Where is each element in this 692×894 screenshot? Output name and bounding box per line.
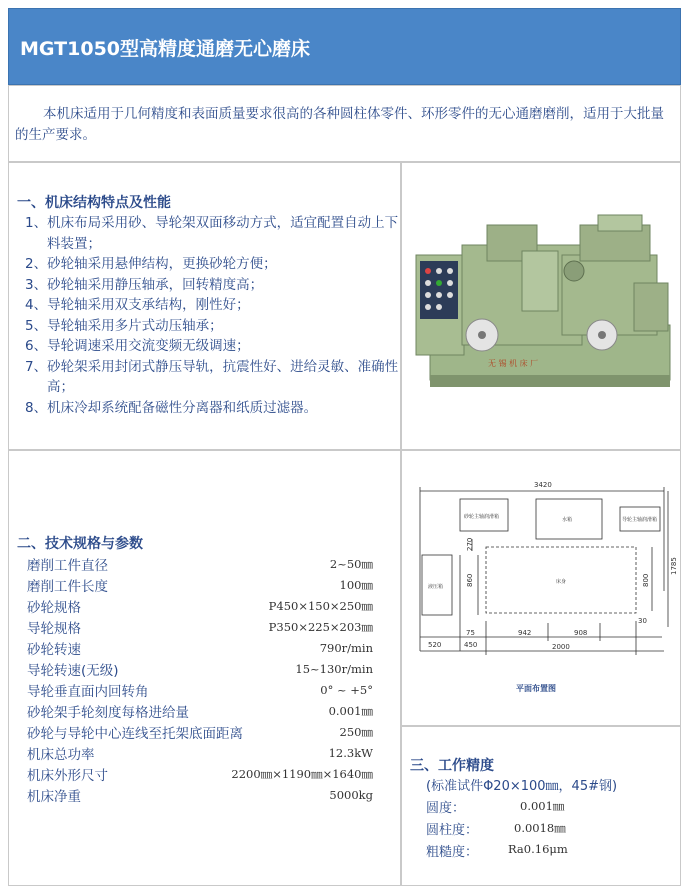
precision-value: 0.001㎜ <box>520 799 565 813</box>
spec-row <box>27 574 373 595</box>
spec-label: 导轮规格 <box>27 620 81 637</box>
specs-title: 二、技术规格与参数 <box>17 536 143 552</box>
feature-item: 1、机床布局采用砂、导轮架双面移动方式，适宜配置自动上下料装置； <box>25 215 399 252</box>
features-list <box>25 213 401 418</box>
grinding-lube-box-label: 砂轮主轴润滑箱 <box>464 514 500 520</box>
precision-label: 圆度： <box>426 801 466 816</box>
precision-row <box>426 819 566 838</box>
dim-left-offset: 520 <box>428 641 442 649</box>
precision-row <box>426 841 568 860</box>
machine-photo <box>402 163 680 449</box>
spec-value: 790r/min <box>319 640 373 655</box>
feature-item: 2、砂轮轴采用悬伸结构，更换砂轮方便； <box>25 256 277 272</box>
spec-value: 15~130r/min <box>295 661 373 676</box>
spec-value: P350×225×203㎜ <box>268 619 373 634</box>
precision-subtitle: (标准试件Φ20×100㎜，45#钢) <box>426 779 618 794</box>
page-header <box>8 8 681 85</box>
spec-label: 导轮垂直面内回转角 <box>27 683 149 700</box>
precision-title: 三、工作精度 <box>410 758 494 774</box>
dim-span-a: 942 <box>518 629 532 637</box>
precision-row <box>426 797 565 816</box>
spec-label: 砂轮与导轮中心连线至托架底面距离 <box>27 725 243 742</box>
feature-item: 7、砂轮架采用封闭式静压导轨，抗震性好、进给灵敏、准确性高； <box>25 358 399 395</box>
spec-row <box>27 763 373 784</box>
layout-plan-cell <box>401 450 681 726</box>
specs-section <box>8 450 401 886</box>
precision-label: 圆柱度： <box>426 823 479 838</box>
spec-value: 0° ~ +5° <box>320 682 373 697</box>
dim-small-a: 75 <box>466 629 475 637</box>
spec-row <box>27 679 373 700</box>
hydraulic-box-label: 液压箱 <box>428 584 444 590</box>
spec-row <box>27 553 373 574</box>
spec-label: 砂轮架手轮刻度每格进给量 <box>27 704 189 721</box>
precision-value: 0.0018㎜ <box>514 821 566 835</box>
feature-item: 6、导轮调速采用交流变频无级调速； <box>25 338 250 354</box>
spec-row <box>27 616 373 637</box>
intro-text: 本机床适用于几何精度和表面质量要求很高的各种圆柱体零件、环形零件的无心通磨磨削，适用于大批量的生产要求。 <box>15 106 664 143</box>
layout-caption: 平面布置图 <box>516 684 556 693</box>
spec-value: 0.001㎜ <box>328 703 373 718</box>
spec-row <box>27 658 373 679</box>
feature-item: 4、导轮轴采用双支承结构，刚性好； <box>25 297 250 313</box>
feature-item: 3、砂轮轴采用静压轴承，回转精度高； <box>25 276 264 293</box>
feature-item: 8、机床冷却系统配备磁性分离器和纸质过滤器。 <box>25 399 318 416</box>
layout-plan-drawing <box>402 451 680 725</box>
spec-label: 机床总功率 <box>27 746 95 763</box>
spec-label: 机床净重 <box>27 788 81 805</box>
dim-height-right: 800 <box>642 573 650 587</box>
spec-label: 磨削工件长度 <box>27 578 108 595</box>
precision-section <box>401 726 681 886</box>
dim-total-width: 3420 <box>534 481 552 489</box>
spec-value: 250㎜ <box>339 724 373 739</box>
spec-value: 100㎜ <box>339 577 373 592</box>
features-section <box>8 162 401 450</box>
dim-small-b: 30 <box>638 617 647 625</box>
dim-height-left: 860 <box>466 573 474 587</box>
spec-row <box>27 700 373 721</box>
spec-row <box>27 742 373 763</box>
dim-span-b: 908 <box>574 629 588 637</box>
spec-value: 2~50㎜ <box>329 556 373 571</box>
dim-gap: 450 <box>464 641 478 649</box>
precision-label: 粗糙度： <box>426 845 479 860</box>
dim-height-top: 270 <box>466 537 474 551</box>
feature-item: 5、导轮轴采用多片式动压轴承； <box>25 317 223 334</box>
spec-label: 磨削工件直径 <box>27 557 108 574</box>
spec-row <box>27 784 373 805</box>
specs-table <box>27 553 373 805</box>
page-title: MGT1050型高精度通磨无心磨床 <box>20 38 311 60</box>
dim-total-height: 1785 <box>670 557 678 575</box>
spec-label: 导轮转速(无级) <box>27 662 119 679</box>
machine-brand-label: 无 锡 机 床 厂 <box>488 359 539 368</box>
spec-value: 12.3kW <box>328 745 373 760</box>
spec-label: 砂轮规格 <box>27 599 81 616</box>
guide-lube-box-label: 导轮主轴润滑箱 <box>622 517 658 523</box>
spec-row <box>27 637 373 658</box>
spec-row <box>27 595 373 616</box>
precision-value: Ra0.16μm <box>508 842 568 856</box>
intro-section <box>8 85 681 162</box>
spec-value: 5000kg <box>329 787 373 802</box>
spec-value: 2200㎜×1190㎜×1640㎜ <box>231 766 373 781</box>
features-title: 一、机床结构特点及性能 <box>17 195 171 211</box>
spec-row <box>27 721 373 742</box>
machine-photo-cell <box>401 162 681 450</box>
dim-base-width: 2000 <box>552 643 570 651</box>
spec-label: 机床外形尺寸 <box>27 767 108 784</box>
spec-value: P450×150×250㎜ <box>268 598 373 613</box>
water-tank-label: 水箱 <box>562 517 573 523</box>
spec-label: 砂轮转速 <box>27 641 81 658</box>
bed-label: 床身 <box>556 579 567 585</box>
